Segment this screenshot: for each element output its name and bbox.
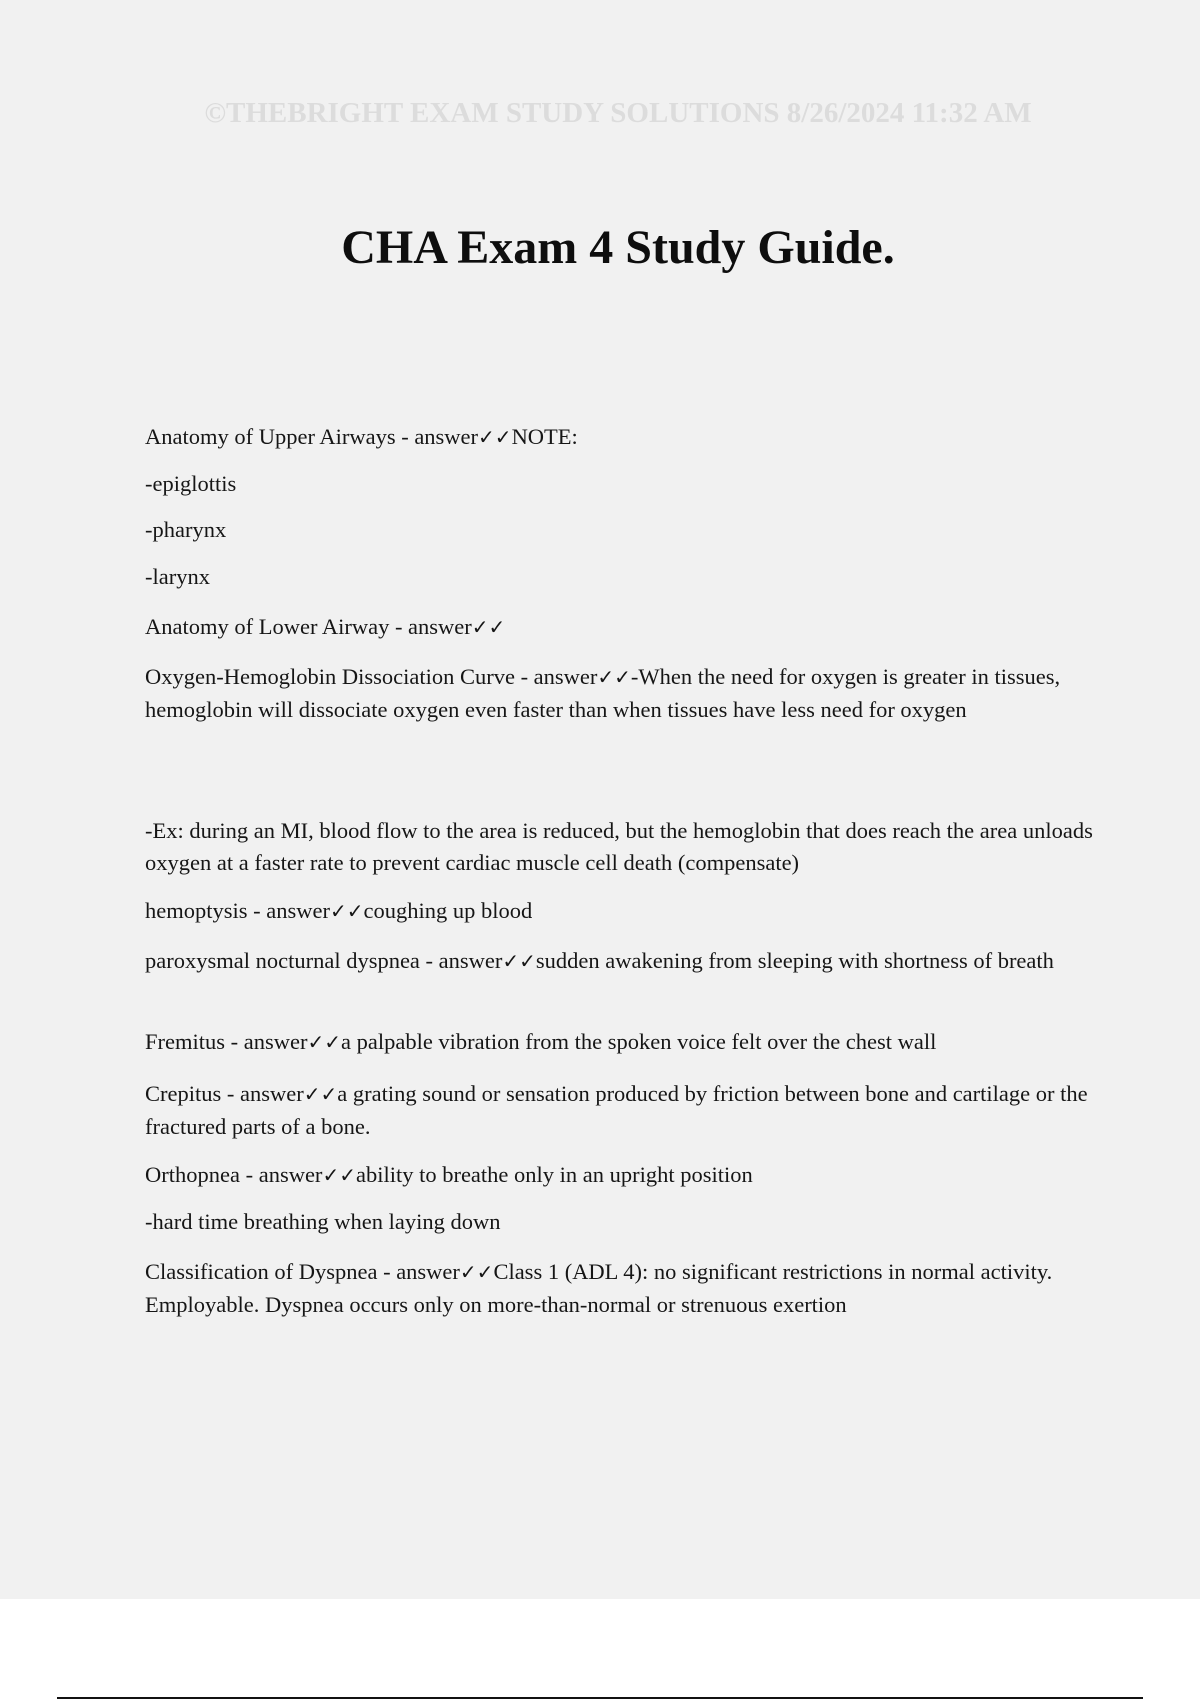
entry-term: Classification of Dyspnea - answer (145, 1259, 460, 1284)
entry-definition: NOTE: (511, 424, 578, 449)
entry-definition: -When the need for oxygen is greater in tissues, hemoglobin will dissociate oxygen even faster than when tissues have less need for oxygen (145, 664, 1061, 722)
entry-lower-airway (145, 611, 505, 643)
entry-orthopnea (145, 1159, 753, 1191)
entry-term: Anatomy of Upper Airways - answer (145, 424, 479, 449)
double-check-icon: ✓✓ (303, 1082, 338, 1106)
entry-definition: Class 1 (ADL 4): no significant restrictions in normal activity. Employable. Dyspnea occurs only on more-than-normal or strenuous exertion (145, 1259, 1053, 1317)
entry-definition: sudden awakening from sleeping with shortness of breath (535, 948, 1054, 973)
entry-hemoptysis (145, 895, 532, 927)
entry-definition: coughing up blood (363, 898, 533, 923)
double-check-icon: ✓✓ (478, 425, 512, 449)
entry-upper-airways (145, 421, 578, 453)
entry-definition: ability to breathe only in an upright position (355, 1162, 753, 1187)
double-check-icon: ✓✓ (459, 1260, 494, 1284)
entry-term: hemoptysis - answer (145, 898, 330, 923)
entry-term: paroxysmal nocturnal dyspnea - answer (145, 948, 503, 973)
watermark: ©THEBRIGHT EXAM STUDY SOLUTIONS 8/26/2024 11:32 AM (204, 97, 1032, 129)
page-title: CHA Exam 4 Study Guide. (341, 221, 895, 274)
entry-term: Oxygen-Hemoglobin Dissociation Curve - answer (145, 664, 598, 689)
entry-term: Orthopnea - answer (145, 1162, 323, 1187)
entry-pharynx: -pharynx (145, 517, 227, 542)
entry-definition: a palpable vibration from the spoken voice felt over the chest wall (340, 1029, 937, 1054)
entry-mi-example: -Ex: during an MI, blood flow to the area is reduced, but the hemoglobin that does reach the area unloads oxygen at a faster rate to prevent cardiac muscle cell death (compensate) (145, 818, 1093, 875)
double-check-icon: ✓✓ (471, 615, 506, 639)
entry-term: Crepitus - answer (145, 1081, 304, 1106)
double-check-icon: ✓✓ (307, 1030, 341, 1054)
double-check-icon: ✓✓ (502, 949, 536, 973)
entry-larynx: -larynx (145, 564, 210, 589)
entry-oxygen-hemoglobin (145, 661, 1095, 725)
entry-crepitus (145, 1078, 1095, 1142)
entry-definition: a grating sound or sensation produced by friction between bone and cartilage or the fractured parts of a bone. (145, 1081, 1088, 1139)
entry-pnd (145, 945, 1095, 978)
double-check-icon: ✓✓ (329, 899, 364, 923)
entry-term: Fremitus - answer (145, 1029, 308, 1054)
double-check-icon: ✓✓ (597, 665, 631, 689)
entry-term: Anatomy of Lower Airway - answer (145, 614, 472, 639)
double-check-icon: ✓✓ (322, 1163, 356, 1187)
entry-fremitus (145, 1026, 936, 1058)
entry-epiglottis: -epiglottis (145, 471, 237, 496)
entry-laying-down: -hard time breathing when laying down (145, 1209, 501, 1234)
page-divider (57, 1697, 1143, 1699)
entry-dyspnea-classification (145, 1256, 1095, 1320)
